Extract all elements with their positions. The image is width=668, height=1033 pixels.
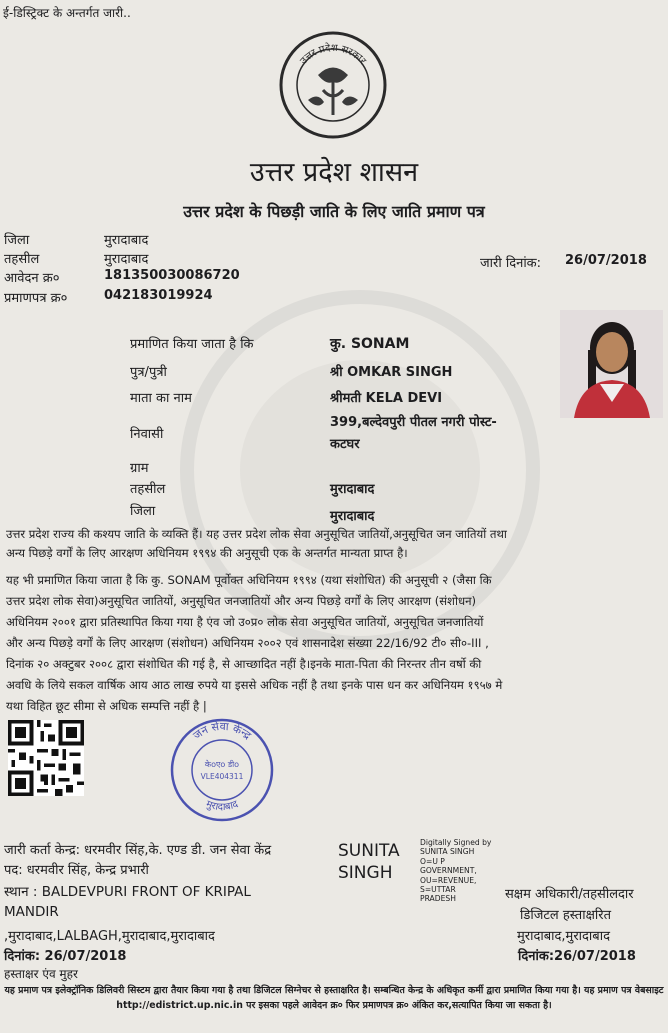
tehsil-value: मुरादाबाद [330,482,375,497]
certify-paragraph-line: उत्तर प्रदेश लोक सेवा)अनुसूचित जातियों, अनुसूचित जनजातियों और अन्य पिछड़े वर्गों के लिए आरक्षण (संशोधन) [6,594,477,608]
issue-date: 26/07/2018 [565,253,647,268]
meta-label-certificate-no: प्रमाणपत्र क्र० [4,291,68,306]
authority-place: मुरादाबाद,मुरादाबाद [517,929,610,944]
state-emblem-icon [278,30,388,140]
issuer-date: दिनांक: 26/07/2018 [4,949,127,964]
svg-text:जन सेवा केन्द्र [191,720,254,742]
district-label: जिला [130,504,156,519]
issuer-post: पद: धरमवीर सिंह, केन्द्र प्रभारी [4,863,149,878]
applicant-photo [560,310,663,418]
certify-paragraph-line: अवधि के लिये सकल वार्षिक आय आठ लाख रुपये या इससे अधिक नहीं है तथा इनके पास धन कर अधिनियम १९५७ मे [6,678,503,692]
meta-label-district: जिला [4,233,30,248]
address-label: निवासी [130,427,164,442]
issuer-place-line3: ,मुरादाबाद,LALBAGH,मुरादाबाद,मुरादाबाद [4,929,215,944]
certify-paragraph-line: यथा विहित छूट सीमा से अधिक सम्पत्ति नहीं है | [6,699,207,713]
stamp-code: VLE404311 [200,772,244,781]
applicant-name: कु. SONAM [330,336,410,352]
relation-label: पुत्र/पुत्री [130,365,167,380]
stamp-middle-text: केoएo डीo [204,760,240,769]
digital-sign-details: Digitally Signed by SUNITA SINGH O=U P GOVERNMENT, OU=REVENUE, S=UTTAR PRADESH [420,838,492,904]
certificate-subtitle: उत्तर प्रदेश के पिछड़ी जाति के लिए जाति प्रमाण पत्र [183,202,485,221]
authority-title: सक्षम अधिकारी/तहसीलदार [505,887,634,902]
qr-code [8,720,84,796]
svg-text:उत्तर प्रदेश सरकार [298,42,368,67]
certify-paragraph-line: यह भी प्रमाणित किया जाता है कि कु. SONAM पूर्वोक्त अधिनियम १९९४ (यथा संशोधित) की अनुसूची २ (जैसा कि [6,573,492,587]
meta-label-application-no: आवेदन क्र० [4,271,60,286]
mother-name: श्रीमती KELA DEVI [330,391,443,406]
page-title: उत्तर प्रदेश शासन [249,157,419,188]
meta-value-certificate-no: 042183019924 [104,288,213,303]
mother-label: माता का नाम [130,391,192,406]
caste-paragraph-line2: अन्य पिछड़े वर्गों के लिए आरक्षण अधिनियम १९९४ की अनुसूची एक के अन्तर्गत मान्यता प्राप्त है। [6,546,408,560]
village-label: ग्राम [130,461,149,476]
stamp-bottom-text: मुरादाबाद [204,798,240,814]
issuer-sign-label: हस्ताक्षर एंव मुहर [4,967,78,981]
address-line1: 399,बल्देवपुरी पीतल नगरी पोस्ट- [330,415,497,430]
certify-paragraph-line: और अन्य पिछड़े वर्गों के लिए आरक्षण (संशोधन) अधिनियम २००२ एवं शासनादेश संख्या 22/16/92 टी० सी०-III , [6,636,489,650]
seal-stamp-icon [165,715,280,825]
footer-note: यह प्रमाण पत्र इलेक्ट्रॉनिक डिलिवरी सिस्टम द्वारा तैयार किया गया है तथा डिजिटल सिग्नेचर से हस्ताक्षरित है। सम्बन्धित केन्द्र के अधिकृत कर्मी द्वारा प्रमाणित किया गया है। यह प्रमाण पत्र वेबसाइट http://edistrict.up.nic.in पर इसका पहले आवेदन क्र० फिर प्रमाणपत्र क्र० अंकित कर,सत्यापित किया जा सकता है। [4,985,664,1011]
stamp-top-text: जन सेवा केन्द्र [190,719,254,743]
certify-paragraph-line: अधिनियम २००१ द्वारा प्रतिस्थापित किया गया है एंव जो उ०प्र० लोक सेवा अनुसूचित जातियों, अनुसूचित जनजातियों [6,615,484,629]
authority-sign: डिजिटल हस्ताक्षरित [520,908,611,923]
father-name: श्री OMKAR SINGH [330,365,453,380]
tehsil-label: तहसील [130,482,166,497]
meta-value-district: मुरादाबाद [104,233,149,248]
caste-paragraph-line1: उत्तर प्रदेश राज्य की कश्यप जाति के व्यक्ति हैं। यह उत्तर प्रदेश लोक सेवा अनुसूचित जातियों,अनुसूचित जन जातियों तथा [6,527,507,541]
issuer-place-line1: स्थान : BALDEVPURI FRONT OF KRIPAL [4,884,251,900]
issue-date-label: जारी दिनांक: [480,256,542,271]
certify-label: प्रमाणित किया जाता है कि [130,337,254,352]
issuer-place-line2: MANDIR [4,904,59,920]
digital-signer-name: SUNITA SINGH [338,841,400,883]
meta-label-tehsil: तहसील [4,252,40,267]
issuer-center: जारी कर्ता केन्द्र: धरमवीर सिंह,के. एण्ड डी. जन सेवा केंद्र [4,843,272,858]
district-value: मुरादाबाद [330,509,375,524]
header-note: ई-डिस्ट्रिक्ट के अन्तर्गत जारी.. [3,6,131,20]
address-line2: कटघर [330,437,360,452]
certify-paragraph-line: दिनांक २० अक्टुबर २००८ द्वारा संशोधित की गई है, से आच्छादित नहीं है।इनके माता-पिता की निरन्तर तीन वर्षो की [6,657,482,671]
emblem-text: उत्तर प्रदेश सरकार [298,42,368,67]
meta-value-application-no: 18135003008672​0 [104,268,240,283]
meta-value-tehsil: मुरादाबाद [104,252,149,267]
authority-date: दिनांक:26/07/2018 [518,949,636,964]
